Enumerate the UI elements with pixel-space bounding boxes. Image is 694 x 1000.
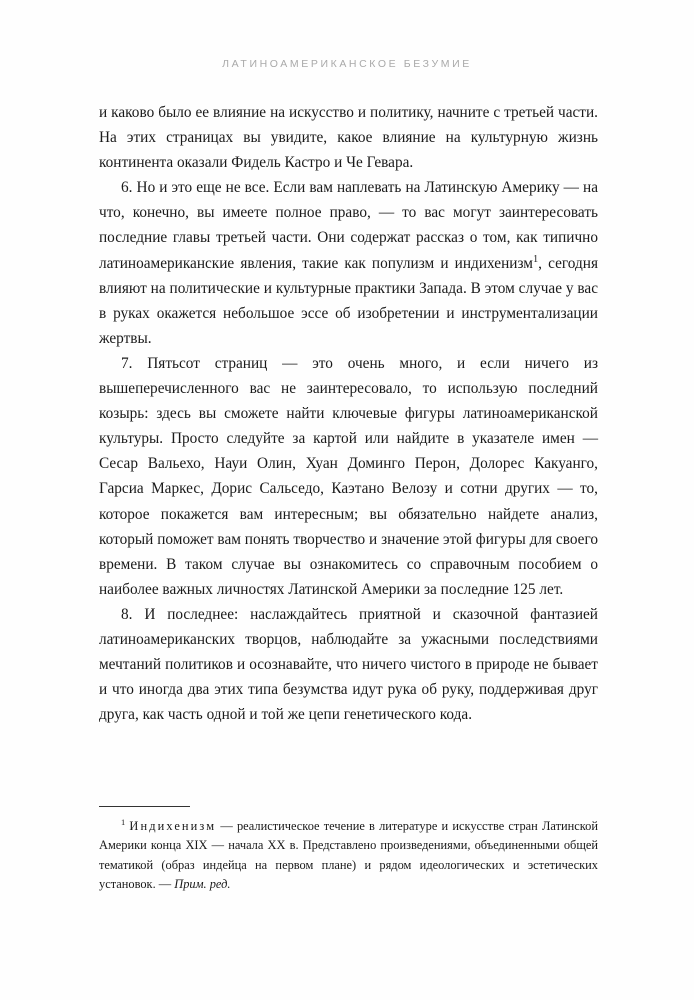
footnote-attribution: Прим. ред. <box>174 877 231 892</box>
paragraph-7: 7. Пятьсот страниц — это очень много, и если ничего из вышеперечисленного вас не заинтересовало, то использую последний козырь: здесь вы сможете найти ключевые фигуры латиноамериканской культуры. Просто следуйте за картой или найдите в указателе имен — Сесар Вальехо, Науи Олин, Хуан Доминго Перон, Долорес Какуанго, Гарсиа Маркес, Дорис Сальседо, Каэтано Велозу и сотни других — то, которое покажется вам интересным; вы обязательно найдете анализ, который поможет вам понять творчество и значение этой фигуры для своего времени. В таком случае вы ознакомитесь со справочным пособием о наиболее важных личностях Латинской Америки за последние 125 лет. <box>99 354 598 598</box>
footnote-body: — реалистическое течение в литературе и искусстве стран Латинской Америки конца XIX — начала XX в. Представлено произведениями, объединенными общей тематикой (образ индейца на первом плане) и рядом идеологических и эстетических установок. — <box>99 819 598 892</box>
footnote-separator-rule <box>99 806 190 807</box>
paragraph-6-text-after-footnote: , сегодня влияют на политические и культурные практики Запада. В этом случае у вас в руках окажется небольшое эссе об изобретении и инструментализации жертвы. <box>99 254 598 347</box>
body-text-block <box>99 100 598 727</box>
paragraph-6-text-before-footnote: 6. Но и это еще не все. Если вам наплевать на Латинскую Америку — на что, конечно, вы имеете полное право, — то вас могут заинтересовать последние главы третьей части. Они содержат рассказ о том, как типично латиноамериканские явления, такие как популизм и индихенизм <box>99 179 598 272</box>
paragraph-continued: и каково было ее влияние на искусство и политику, начните с третьей части. На этих страницах вы увидите, какое влияние на культурную жизнь континента оказали Фидель Кастро и Че Гевара. <box>99 104 598 172</box>
footnote-term: Индихенизм <box>129 819 217 833</box>
paragraph-8: 8. И последнее: наслаждайтесь приятной и сказочной фантазией латиноамериканских творцов, наблюдайте за ужасными последствиями мечтаний политиков и осознавайте, что ничего чистого в природе не бывает и что иногда два этих типа безумства идут рука об руку, поддерживая друг друга, как часть одной и той же цепи генетического кода. <box>99 605 598 724</box>
running-head: ЛАТИНОАМЕРИКАНСКОЕ БЕЗУМИЕ <box>222 58 472 70</box>
footnote-number: 1 <box>121 816 126 827</box>
paragraph-6 <box>99 175 598 351</box>
footnote-reference-1[interactable]: 1 <box>532 253 539 265</box>
footnote-area <box>99 806 598 895</box>
footnote-1 <box>99 817 598 895</box>
